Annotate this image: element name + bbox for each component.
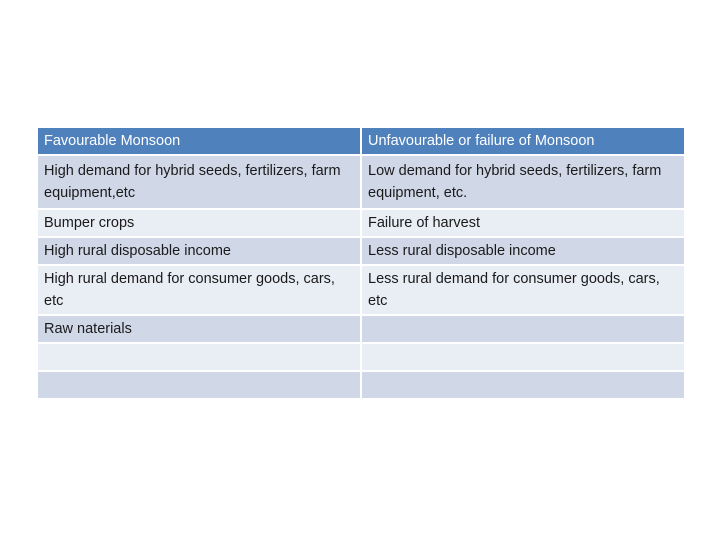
table-cell: Raw naterials bbox=[37, 315, 361, 343]
table-cell bbox=[361, 371, 685, 399]
table-cell: High rural demand for consumer goods, cars, etc bbox=[37, 265, 361, 315]
table-cell: Less rural demand for consumer goods, cars, etc bbox=[361, 265, 685, 315]
table-row bbox=[37, 265, 685, 315]
table-row bbox=[37, 343, 685, 371]
table-header-row bbox=[37, 127, 685, 155]
table-cell: High rural disposable income bbox=[37, 237, 361, 265]
table-cell bbox=[361, 315, 685, 343]
table-cell: High demand for hybrid seeds, fertilizers, farm equipment,etc bbox=[37, 155, 361, 209]
table-row bbox=[37, 315, 685, 343]
table-row bbox=[37, 155, 685, 209]
monsoon-comparison-table bbox=[36, 126, 686, 400]
table-row bbox=[37, 209, 685, 237]
table-row bbox=[37, 371, 685, 399]
header-unfavourable-monsoon: Unfavourable or failure of Monsoon bbox=[361, 127, 685, 155]
table-cell: Bumper crops bbox=[37, 209, 361, 237]
table-cell bbox=[37, 371, 361, 399]
table-row bbox=[37, 237, 685, 265]
table-cell: Low demand for hybrid seeds, fertilizers, farm equipment, etc. bbox=[361, 155, 685, 209]
table-cell bbox=[361, 343, 685, 371]
header-favourable-monsoon: Favourable Monsoon bbox=[37, 127, 361, 155]
table-cell: Failure of harvest bbox=[361, 209, 685, 237]
table-cell bbox=[37, 343, 361, 371]
table-cell: Less rural disposable income bbox=[361, 237, 685, 265]
